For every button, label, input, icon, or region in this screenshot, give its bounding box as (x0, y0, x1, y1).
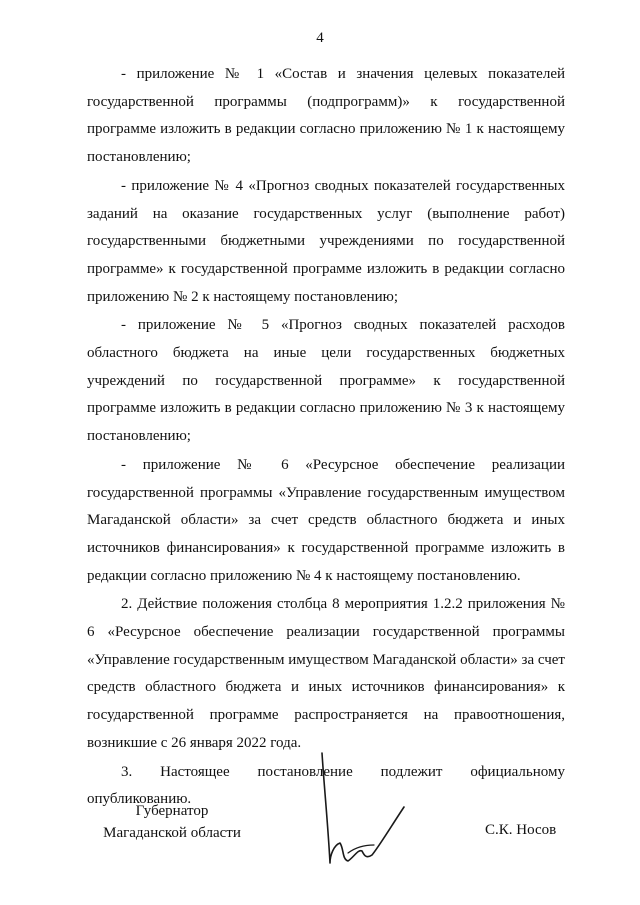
paragraph-appendix-4: - приложение № 4 «Прогноз сводных показателей государственных заданий на оказание государственных услуг (выполнение работ) государственными бюджетными учреждениями по государственной программе» к государственной программе изложить в редакции согласно приложению № 2 к настоящему постановлению; (87, 177, 565, 305)
paragraph-appendix-5: - приложение № 5 «Прогноз сводных показателей расходов областного бюджета на иные цели государственных бюджетных учреждений по государственной программе» к государственной программе изложить в редакции согласно приложению № 3 к настоящему постановлению; (87, 317, 565, 445)
signatory-title-line-1: Губернатор (135, 803, 209, 819)
paragraph-appendix-6: - приложение № 6 «Ресурсное обеспечение реализации государственной программы «Управление государственным имуществом Магаданской области» за счет средств областного бюджета и иных источников финансирования» к государственной программе изложить в редакции согласно приложению № 4 к настоящему постановлению. (87, 456, 565, 584)
paragraph-appendix-1: - приложение № 1 «Состав и значения целевых показателей государственной программы (подпрограмм)» к государственной программе изложить в редакции согласно приложению № 1 к настоящему постановлению; (87, 66, 565, 166)
paragraph-clause-2: 2. Действие положения столбца 8 мероприятия 1.2.2 приложения № 6 «Ресурсное обеспечение реализации государственной программы «Управление государственным имуществом Магаданской области» за счет средств областного бюджета и иных источников финансирования» к государственной программе распространяется на правоотношения, возникшие с 26 января 2022 года. (87, 596, 565, 751)
handwritten-signature (300, 745, 420, 875)
page-number: 4 (316, 30, 324, 46)
signatory-title-line-2: Магаданской области (103, 825, 241, 841)
paragraph-clause-3: 3. Настоящее постановление подлежит официальному опубликованию. (87, 763, 565, 808)
signatory-title (87, 800, 257, 844)
signatory-name: С.К. Носов (485, 822, 557, 838)
